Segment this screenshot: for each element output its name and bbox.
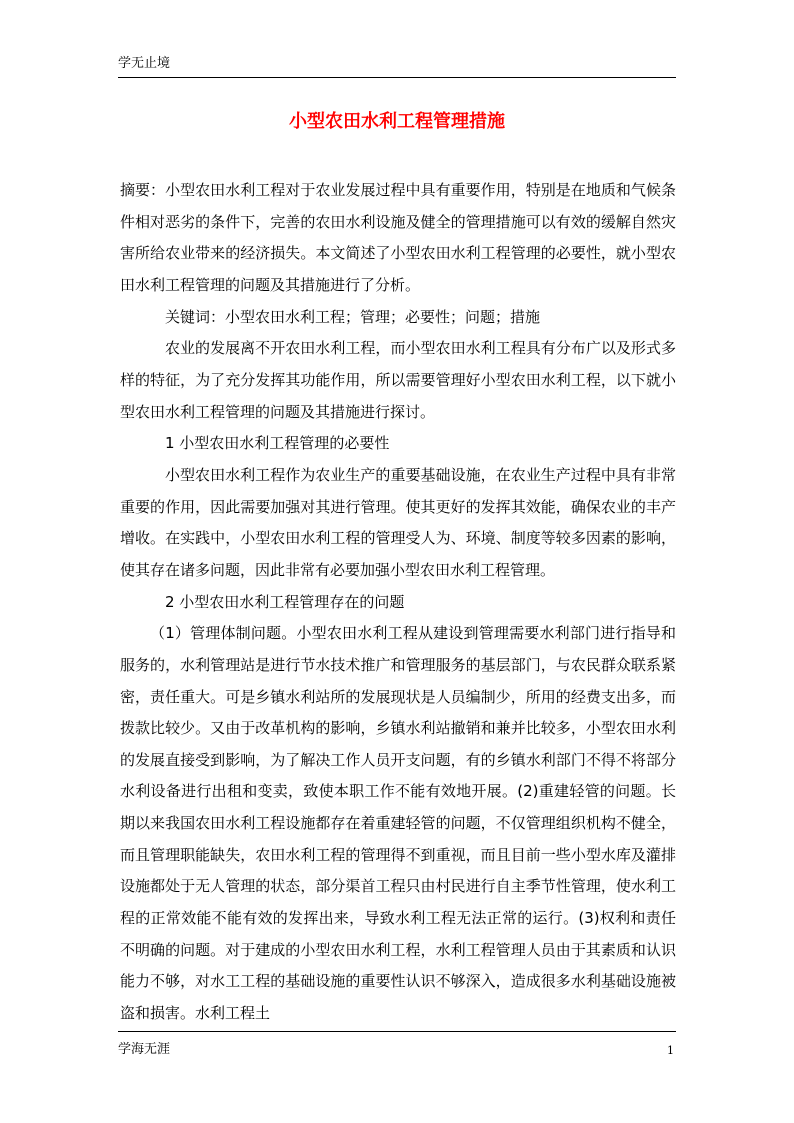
section-heading-1: 1 小型农田水利工程管理的必要性 [165, 434, 390, 453]
keywords-paragraph: 关键词：小型农田水利工程；管理；必要性；问题；措施 [165, 307, 541, 326]
section-heading-2: 2 小型农田水利工程管理存在的问题 [165, 592, 405, 611]
intro-paragraph: 农业的发展离不开农田水利工程，而小型农田水利工程具有分布广以及形式多样的特征，为了充分发挥其功能作用，所以需要管理好小型农田水利工程，以下就小型农田水利工程管理的问题及其措施进行探讨。 [120, 339, 676, 421]
section-1-paragraph: 小型农田水利工程作为农业生产的重要基础设施，在农业生产过程中具有非常重要的作用，因此需要加强对其进行管理。使其更好的发挥其效能，确保农业的丰产增收。在实践中，小型农田水利工程的管理受人为、环境、制度等较多因素的影响，使其存在诸多问题，因此非常有必要加强小型农田水利工程管理。 [120, 465, 676, 579]
section-2-paragraph: （1）管理体制问题。小型农田水利工程从建设到管理需要水利部门进行指导和服务的，水利管理站是进行节水技术推广和管理服务的基层部门，与农民群众联系紧密，责任重大。可是乡镇水利站所的发展现状是人员编制少，所用的经费支出多，而拨款比较少。又由于改革机构的影响，乡镇水利站撤销和兼并比较多，小型农田水利的发展直接受到影响，为了解决工作人员开支问题，有的乡镇水利部门不得不将部分水利设备进行出租和变卖，致使本职工作不能有效地开展。(2)重建轻管的问题。长期以来我国农田水利工程设施都存在着重建轻管的问题，不仅管理组织机构不健全，而且管理职能缺失，农田水利工程的管理得不到重视，而且目前一些小型水库及灌排设施都处于无人管理的状态，部分渠首工程只由村民进行自主季节性管理，使水利工程的正常效能不能有效的发挥出来，导致水利工程无法正常的运行。(3)权利和责任不明确的问题。对于建成的小型农田水利工程，水利工程管理人员由于其素质和认识能力不够，对水工工程的基础设施的重要性认识不够深入，造成很多水利基础设施被盗和损害。水利工程土 [120, 624, 676, 1023]
document-title: 小型农田水利工程管理措施 [289, 111, 505, 132]
abstract-paragraph: 摘要：小型农田水利工程对于农业发展过程中具有重要作用，特别是在地质和气候条件相对恶劣的条件下，完善的农田水利设施及健全的管理措施可以有效的缓解自然灾害所给农业带来的经济损失。本文简述了小型农田水利工程管理的必要性，就小型农田水利工程管理的问题及其措施进行了分析。 [120, 181, 676, 294]
footer-divider [118, 1031, 676, 1032]
page-number: 1 [667, 1044, 674, 1057]
header-divider [118, 77, 676, 78]
page-footer-text: 学海无涯 [118, 1042, 171, 1057]
document-body [120, 175, 676, 1030]
page-header-text: 学无止境 [118, 56, 171, 71]
